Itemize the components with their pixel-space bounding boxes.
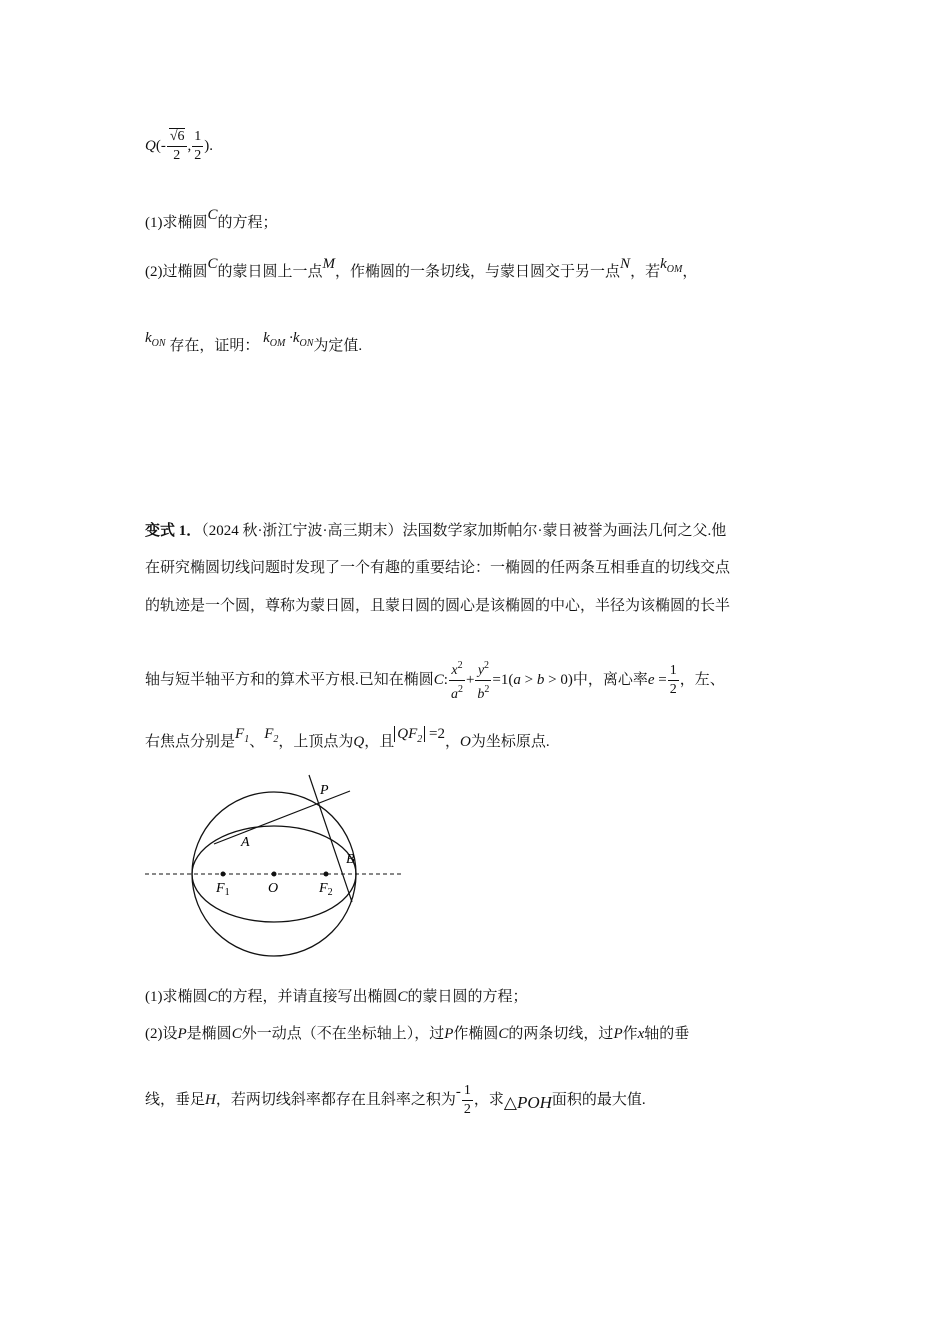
part2-exist: 存在，证明： (169, 338, 260, 354)
q3-triangle: △ (503, 1092, 517, 1112)
part2-N: N (620, 256, 631, 272)
eq-plus: + (465, 671, 475, 688)
part2-prefix: (2)过椭圆 (145, 264, 208, 280)
q-num2: 1 (192, 128, 203, 147)
line4-end: ，左、 (679, 671, 725, 688)
label-B: B (346, 852, 355, 867)
q2-line (145, 1024, 689, 1044)
q1-prefix: (1)求椭圆 (145, 989, 208, 1005)
variant-label: 变式 1． (145, 523, 202, 539)
line4-prefix: 轴与短半轴平方和的算术平方根.已知在椭圆 (145, 671, 434, 688)
q2-m2: 外一动点（不在坐标轴上），过 (241, 1026, 445, 1042)
label-A: A (241, 835, 250, 850)
part2-line (145, 256, 698, 288)
part1-line (145, 207, 278, 233)
q3-frac: $\frac{1}{2}$ (463, 1083, 471, 1117)
q2-C1: C (231, 1026, 242, 1042)
point-O (272, 872, 277, 877)
q-frac-1-over-2 (192, 128, 203, 165)
variant-line1 (145, 521, 726, 541)
eq-rhs: =1 (492, 671, 509, 688)
k-product: $k_{OM} \cdot k_{ON}$ (263, 330, 314, 349)
part2-C: C (207, 256, 218, 272)
q2-m4: 的两条切线，过 (508, 1026, 614, 1042)
line5-mid3: ， (444, 734, 460, 750)
ecc-eq: = (654, 671, 667, 688)
q-comma: , (187, 137, 192, 154)
q-den2: 2 (194, 148, 202, 163)
q2-x: x (637, 1026, 645, 1042)
part1-suffix: 的方程； (217, 215, 278, 231)
k-om-1: $k_{OM}$ (660, 256, 683, 275)
variant-line5 (145, 726, 550, 758)
q2-m3: 作椭圆 (453, 1026, 499, 1042)
q3-end: 面积的最大值. (551, 1091, 646, 1108)
q3-H: H (205, 1091, 216, 1108)
q1-mid: 的方程，并请直接写出椭圆 (217, 989, 398, 1005)
point-F1 (221, 872, 226, 877)
q1-C1: C (207, 989, 218, 1005)
eq-frac-y2-b2: $\frac{y^2}{b^2}$ (475, 657, 491, 704)
q3-POH: POH (516, 1092, 552, 1112)
line5-mid2: ，且 (364, 734, 395, 750)
eq-colon: : (443, 671, 448, 688)
q2-m6: 轴的垂 (644, 1026, 690, 1042)
abs-QF2: $QF_2 =2$ (394, 726, 445, 742)
q2-C2: C (498, 1026, 509, 1042)
line5-end: 为坐标原点. (470, 734, 550, 750)
ecc-e: e (647, 671, 655, 688)
cond-a: a (513, 671, 521, 688)
q2-m5: 作 (622, 1026, 638, 1042)
cond-gt1: > (520, 671, 537, 688)
k-on-1: $k_{ON}$ (145, 330, 166, 349)
q-den: 2 (173, 148, 181, 163)
q-label: Q (145, 137, 156, 154)
q-frac-sqrt6-over-2 (167, 128, 187, 165)
focus-F2: $F_2$ (264, 726, 279, 745)
q2-P1: P (177, 1026, 187, 1042)
line5-sep: 、 (249, 734, 265, 750)
q3-prefix: 线，垂足 (145, 1091, 206, 1108)
focus-F1: $F_1$ (235, 726, 250, 745)
monge-circle-figure (140, 772, 410, 962)
line5-prefix: 右焦点分别是 (145, 734, 236, 750)
part1-prefix: (1)求椭圆 (145, 215, 208, 231)
part2-mid3: ，若 (630, 264, 661, 280)
variant-line3: 的轨迹是一个圆，尊称为蒙日圆，且蒙日圆的圆心是该椭圆的中心，半径为该椭圆的长半 (145, 598, 731, 614)
q2-prefix: (2)设 (145, 1026, 178, 1042)
q-close: ). (204, 137, 214, 154)
line5-Q: Q (353, 734, 365, 750)
variant-line4 (145, 657, 725, 704)
variant-line2: 在研究椭圆切线问题时发现了一个有趣的重要结论：一椭圆的任两条互相垂直的切线交点 (145, 560, 731, 576)
q1-C2: C (397, 989, 408, 1005)
q1-end: 的蒙日圆的方程； (407, 989, 528, 1005)
line5-O: O (460, 734, 471, 750)
cond-open: ( (508, 671, 514, 688)
q3-line (145, 1082, 646, 1119)
label-P: P (320, 783, 329, 798)
q2-P3: P (613, 1026, 623, 1042)
tangent-line-PB (309, 775, 352, 902)
q2-P2: P (444, 1026, 454, 1042)
label-F2: $F_2$ (319, 881, 333, 898)
q-sqrt6: √6 (169, 129, 185, 144)
q3-mid2: ，求 (473, 1091, 504, 1108)
q3-mid: ，若两切线斜率都存在且斜率之积为 (215, 1091, 456, 1108)
ecc-frac: $\frac{1}{2}$ (669, 663, 677, 697)
part2-comma: ， (682, 264, 698, 280)
label-O: O (268, 881, 279, 896)
cond-gt2: > 0) (544, 671, 573, 688)
q-point-line (145, 128, 213, 165)
line4-mid: 中，离心率 (572, 671, 648, 688)
q-open: (- (155, 137, 166, 154)
part2-line2 (145, 330, 363, 362)
variant-source: （2024 秋·浙江宁波·高三期末）法国数学家加斯帕尔·蒙日被誉为画法几何之父.他 (201, 523, 727, 539)
cond-b: b (536, 671, 545, 688)
label-F1: $F_1$ (216, 881, 230, 898)
part2-M: M (322, 256, 336, 272)
part2-end: 为定值. (313, 338, 363, 354)
part1-C: C (207, 207, 218, 223)
line5-mid1: ，上顶点为 (278, 734, 354, 750)
point-F2 (324, 872, 329, 877)
q2-m1: 是椭圆 (186, 1026, 232, 1042)
eq-frac-x2-a2: $\frac{x^2}{a^2}$ (449, 657, 465, 704)
q3-minus: - (455, 1083, 461, 1100)
q1-line (145, 987, 528, 1007)
eq-C: C (433, 671, 444, 688)
part2-mid1: 的蒙日圆上一点 (217, 264, 323, 280)
part2-mid2: ，作椭圆的一条切线，与蒙日圆交于另一点 (335, 264, 621, 280)
